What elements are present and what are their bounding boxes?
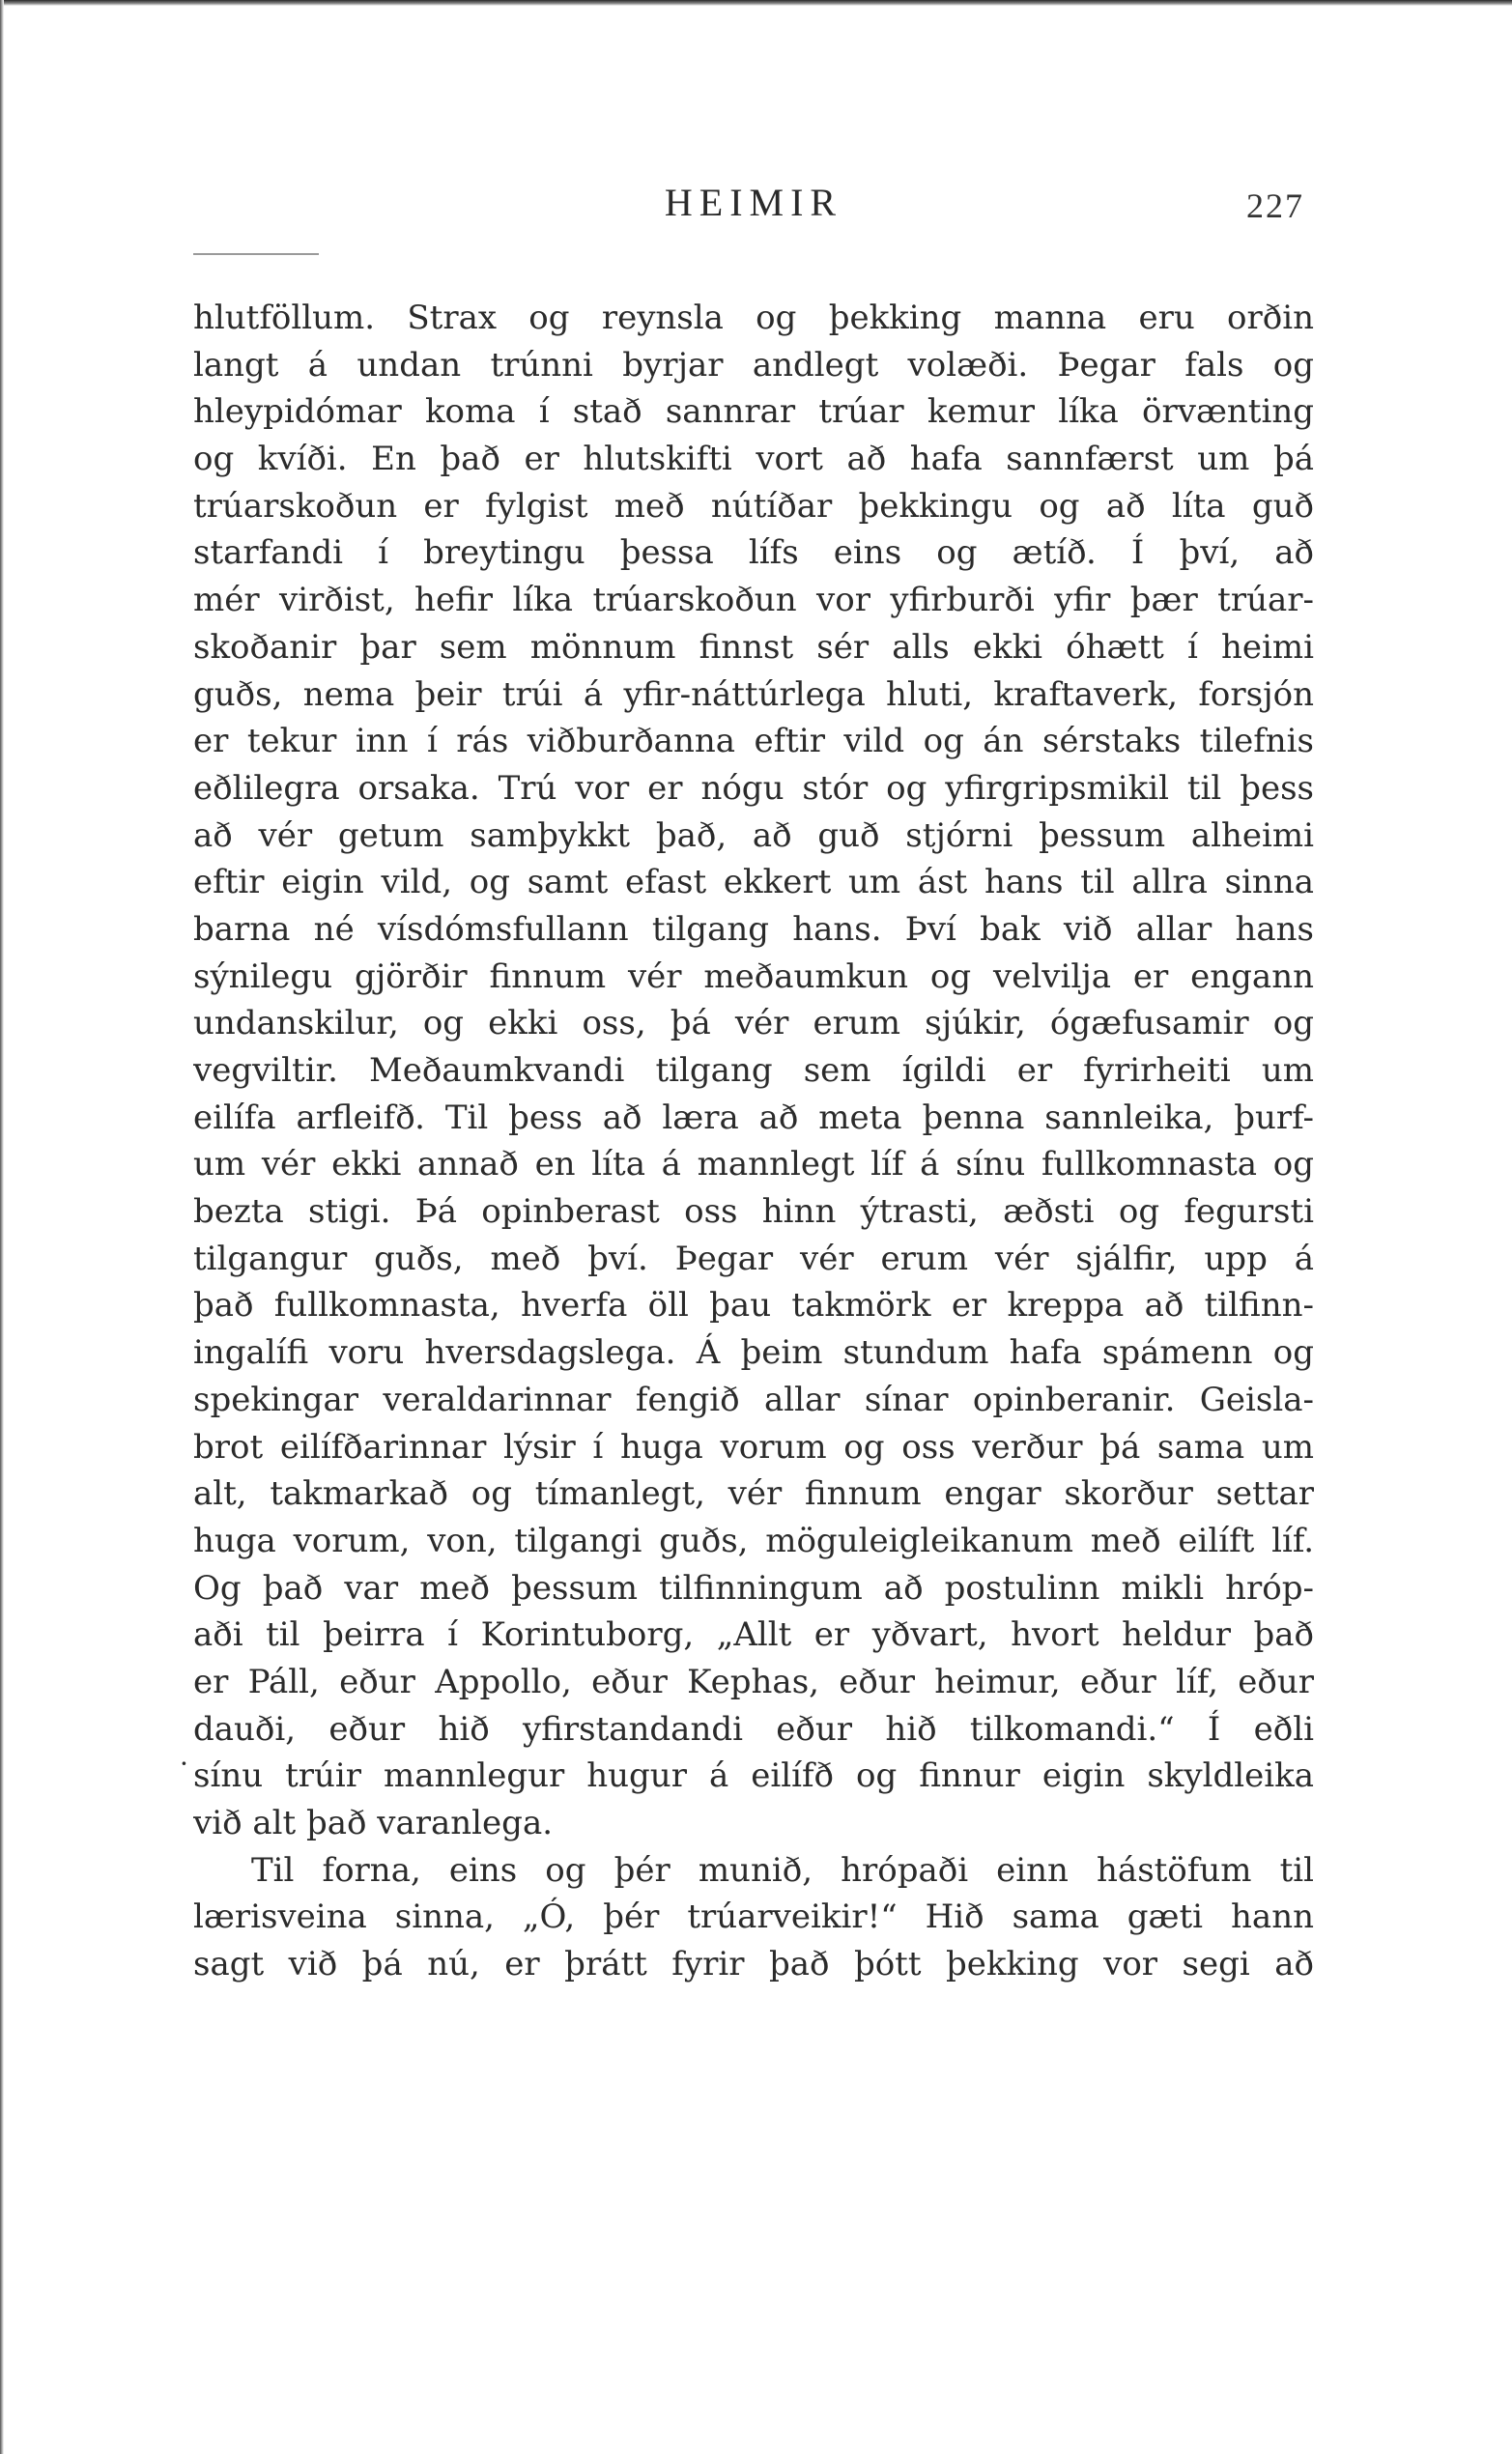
text-line: huga vorum, von, tilgangi guðs, möguleigleikanum með eilíft líf. <box>193 1521 1314 1560</box>
text-line: trúarskoðun er fylgist með nútíðar þekkingu og að líta guð <box>193 486 1314 526</box>
text-line: eftir eigin vild, og samt efast ekkert um ást hans til allra sinna <box>193 863 1314 902</box>
text-line: undanskilur, og ekki oss, þá vér erum sjúkir, ógæfusamir og <box>193 1004 1314 1043</box>
text-line: hleypidómar koma í stað sannrar trúar kemur líka örvænting <box>193 392 1314 432</box>
text-line: aði til þeirra í Korintuborg, „Allt er yðvart, hvort heldur það <box>193 1615 1314 1655</box>
text-line: sagt við þá nú, er þrátt fyrir það þótt þekking vor segi að <box>193 1945 1314 1984</box>
text-line: eilífa arfleifð. Til þess að læra að meta þenna sannleika, þurf- <box>193 1098 1314 1137</box>
text-line: er tekur inn í rás viðburðanna eftir vild og án sérstaks tilefnis <box>193 722 1314 761</box>
text-line: dauði, eður hið yfirstandandi eður hið tilkomandi.“ Í eðli <box>193 1709 1314 1749</box>
body-text <box>193 295 1314 1988</box>
text-line: bezta stigi. Þá opinberast oss hinn ýtrasti, æðsti og fegursti <box>193 1192 1314 1232</box>
text-line-paragraph-end: við alt það varanlega. <box>193 1804 554 1842</box>
header-rule <box>193 253 319 255</box>
text-line-paragraph-start: Til forna, eins og þér munið, hrópaði einn hástöfum til <box>251 1850 1314 1890</box>
margin-dot: · <box>180 1748 188 1780</box>
text-line: barna né vísdómsfullann tilgang hans. Því bak við allar hans <box>193 909 1314 949</box>
text-line: það fullkomnasta, hverfa öll þau takmörk er kreppa að tilfinn- <box>193 1286 1314 1326</box>
text-line: lærisveina sinna, „Ó, þér trúarveikir!“ Hið sama gæti hann <box>193 1898 1314 1937</box>
text-line: sýnilegu gjörðir finnum vér meðaumkun og velvilja er engann <box>193 956 1314 996</box>
page-number: 227 <box>1246 186 1304 225</box>
text-line: ingalífi voru hversdagslega. Á þeim stundum hafa spámenn og <box>193 1333 1314 1373</box>
text-line: hlutföllum. Strax og reynsla og þekking manna eru orðin <box>193 299 1314 337</box>
text-line: tilgangur guðs, með því. Þegar vér erum vér sjálfir, upp á <box>193 1239 1314 1278</box>
text-line: guðs, nema þeir trúi á yfir-náttúrlega hluti, kraftaverk, forsjón <box>193 674 1314 714</box>
text-line: langt á undan trúnni byrjar andlegt volæði. Þegar fals og <box>193 345 1314 385</box>
text-line: starfandi í breytingu þessa lífs eins og ætíð. Í því, að <box>193 533 1314 573</box>
text-line: um vér ekki annað en líta á mannlegt líf á sínu fullkomnasta og <box>193 1145 1314 1184</box>
text-line: og kvíði. En það er hlutskifti vort að hafa sannfærst um þá <box>193 440 1314 479</box>
text-line: vegviltir. Meðaumkvandi tilgang sem ígildi er fyrirheiti um <box>193 1051 1314 1090</box>
text-line: sínu trúir mannlegur hugur á eilífð og finnur eigin skyldleika <box>193 1756 1314 1796</box>
text-line: alt, takmarkað og tímanlegt, vér finnum engar skorður settar <box>193 1474 1314 1514</box>
text-line: spekingar veraldarinnar fengið allar sínar opinberanir. Geisla- <box>193 1380 1314 1419</box>
page-top-edge <box>0 0 1512 6</box>
text-line: að vér getum samþykkt það, að guð stjórni þessum alheimi <box>193 815 1314 855</box>
running-head: HEIMIR <box>664 181 843 224</box>
text-line: eðlilegra orsaka. Trú vor er nógu stór og yfirgripsmikil til þess <box>193 768 1314 808</box>
text-line: skoðanir þar sem mönnum finnst sér alls ekki óhætt í heimi <box>193 627 1314 667</box>
text-line: er Páll, eður Appollo, eður Kephas, eður heimur, eður líf, eður <box>193 1662 1314 1701</box>
text-line: brot eilífðarinnar lýsir í huga vorum og oss verður þá sama um <box>193 1427 1314 1467</box>
text-line: mér virðist, hefir líka trúarskoðun vor yfirburði yfir þær trúar- <box>193 581 1314 620</box>
page-header <box>193 180 1314 238</box>
text-line: Og það var með þessum tilfinningum að postulinn mikli hróp- <box>193 1568 1314 1608</box>
page-left-edge <box>0 0 4 2454</box>
